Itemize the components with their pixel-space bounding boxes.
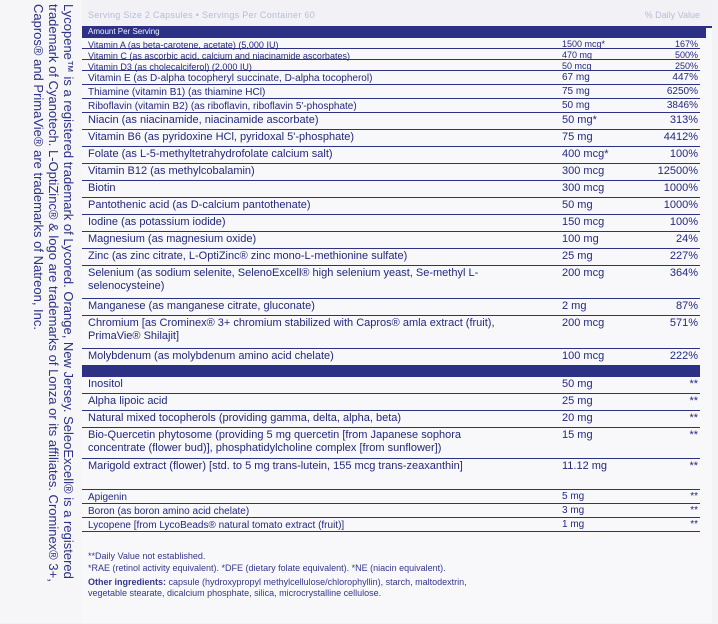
nutrient-daily-value: 12500% [657,165,698,177]
nutrient-row [82,377,700,394]
nutrient-daily-value: 222% [669,350,698,362]
nutrient-row [82,181,700,198]
nutrient-row [82,504,700,518]
nutrient-name: Iodine (as potassium iodide) [88,216,226,228]
nutrient-row [82,215,700,232]
nutrient-amount: 20 mg [562,412,593,424]
nutrient-daily-value: ** [689,395,698,407]
nutrient-row [82,99,700,113]
nutrient-row [82,60,700,71]
nutrient-daily-value: 1000% [663,182,698,194]
nutrient-name: Apigenin [88,492,127,503]
nutrient-name: Biotin [88,182,116,194]
nutrient-amount: 50 mg [562,378,593,390]
other-ingredients-label: Other ingredients: [88,577,167,587]
nutrient-amount: 67 mg [562,72,590,83]
nutrient-name: Vitamin B12 (as methylcobalamin) [88,165,255,177]
nutrient-name: Boron (as boron amino acid chelate) [88,506,250,517]
nutrient-daily-value: ** [690,491,698,502]
nutrient-row [82,316,700,349]
nutrient-daily-value: ** [689,378,698,390]
nutrient-daily-value: ** [689,429,698,441]
nutrient-amount: 100 mcg [562,350,605,362]
nutrient-amount: 200 mcg [562,267,605,279]
nutrient-row [82,164,700,181]
serving-line: Serving Size 2 Capsules • Servings Per Container 60 [88,10,316,20]
nutrient-amount: 50 mcg [562,61,592,71]
nutrient-name: Natural mixed tocopherols (providing gamma, delta, alpha, beta) [88,412,402,424]
nutrient-row [82,232,700,249]
nutrient-amount: 150 mcg [562,216,605,228]
nutrient-amount: 25 mg [562,250,593,262]
nutrient-amount: 300 mcg [562,182,605,194]
nutrient-row [82,147,700,164]
nutrient-amount: 11.12 mg [562,460,608,472]
nutrient-row [82,198,700,215]
nutrient-name: Inositol [88,378,123,390]
nutrient-amount: 15 mg [562,429,593,441]
nutrient-name: Pantothenic acid (as D-calcium pantothenate) [88,199,311,211]
nutrient-name: Zinc (as zinc citrate, L-OptiZinc® zinc mono-L-methionine sulfate) [88,250,408,262]
nutrient-daily-value: ** [689,460,698,472]
nutrient-row [82,266,700,299]
nutrient-name: Vitamin E (as D-alpha tocopheryl succinate, D-alpha tocopherol) [88,73,373,84]
nutrient-amount: 50 mg [562,100,590,111]
nutrient-daily-value: ** [690,505,698,516]
nutrient-daily-value: 500% [674,50,698,60]
footnote-dv: **Daily Value not established. [88,551,206,561]
trademark-text: Lycopene™ is a registered trademark of Lycored. Orange, New Jersey. SeleoExcell® is a registered trademark of Cyanotech. L-OptiZinc® & logo are trademarks of Lonza or its affiliates. Crominex® 3+, Capros® and PrimaVie® are trademarks of Natreon, Inc. [31,4,76,586]
nutrient-row [82,428,700,459]
nutrient-row [82,113,700,130]
nutrient-name: Marigold extract (flower) [std. to 5 mg trans-lutein, 155 mcg trans-zeaxanthin] [88,460,463,472]
nutrient-name: Molybdenum (as molybdenum amino acid chelate) [88,350,334,362]
nutrient-row [82,71,700,85]
nutrient-row [82,299,700,316]
nutrient-name: Bio-Quercetin phytosome (providing 5 mg quercetin [from Japanese sophora concentrate (flower bud)], phosphatidylcholine complex [from sunflower]) [88,429,461,454]
nutrient-daily-value: 87% [675,300,698,312]
nutrient-daily-value: 3846% [666,100,698,111]
nutrient-daily-value: 227% [669,250,698,262]
facts-footer [82,537,700,623]
nutrient-row [82,249,700,266]
nutrient-amount: 25 mg [562,395,593,407]
nutrient-daily-value: 447% [672,72,698,83]
nutrient-name: Vitamin D3 (as cholecalciferol) (2,000 IU) [88,62,252,72]
nutrient-rows [82,38,700,532]
nutrient-daily-value: 100% [669,148,698,160]
other-ingredients-cont: vegetable stearate, dicalcium phosphate, silica, microcrystalline cellulose. [88,588,382,598]
nutrient-row [82,411,700,428]
nutrient-name: Vitamin C (as ascorbic acid, calcium and niacinamide ascorbates) [88,51,350,61]
nutrient-daily-value: ** [689,412,698,424]
nutrient-name: Vitamin B6 (as pyridoxine HCl, pyridoxal 5'-phosphate) [88,131,355,143]
nutrient-amount: 470 mg [562,50,593,60]
nutrient-row [82,518,700,532]
side-trademark-panel [0,0,82,623]
nutrient-daily-value: 4412% [663,131,698,143]
facts-header [82,0,712,28]
nutrient-amount: 100 mg [562,233,599,245]
other-ingredients-text: capsule (hydroxypropyl methylcellulose/chlorophyllin), starch, maltodextrin, [166,577,467,587]
nutrient-amount: 1500 mcg* [562,39,606,49]
nutrient-daily-value: 24% [675,233,698,245]
nutrient-name: Lycopene [from LycoBeads® natural tomato extract (fruit)] [88,520,345,531]
other-ingredients [88,577,467,587]
supplement-facts-panel [82,0,712,623]
nutrient-daily-value: 571% [669,317,698,329]
nutrient-amount: 50 mg [562,199,593,211]
nutrient-amount: 300 mcg [562,165,605,177]
nutrient-daily-value: 250% [674,61,698,71]
nutrient-daily-value: ** [690,519,698,530]
nutrient-row [82,38,700,49]
nutrient-amount: 75 mg [562,131,593,143]
nutrient-daily-value: 6250% [666,86,698,97]
nutrient-daily-value: 313% [669,114,698,126]
daily-value-heading: % Daily Value [644,10,700,20]
nutrient-daily-value: 100% [669,216,698,228]
nutrient-amount: 200 mcg [562,317,605,329]
nutrient-row [82,394,700,411]
nutrient-amount: 2 mg [562,300,587,312]
nutrient-row [82,490,700,504]
nutrient-row [82,85,700,99]
nutrient-daily-value: 167% [674,39,698,49]
nutrient-name: Vitamin A (as beta-carotene, acetate) (5,000 IU) [88,40,279,50]
nutrient-row [82,49,700,60]
nutrient-amount: 50 mg* [562,114,597,126]
nutrient-name: Niacin (as niacinamide, niacinamide ascorbate) [88,114,319,126]
footnote-equivalents: *RAE (retinol activity equivalent). *DFE (dietary folate equivalent). *NE (niacin equivalent). [88,563,446,573]
nutrient-name: Chromium [as Crominex® 3+ chromium stabilized with Capros® amla extract (fruit), PrimaVie® Shilajit] [88,317,495,342]
nutrient-amount: 400 mcg* [562,148,609,160]
amount-per-serving-bar: Amount Per Serving [82,26,706,38]
nutrient-row [82,130,700,147]
nutrient-name: Selenium (as sodium selenite, SelenoExcell® high selenium yeast, Se-methyl L-selenocysteine) [88,267,479,292]
nutrient-name: Alpha lipoic acid [88,395,168,407]
nutrient-name: Manganese (as manganese citrate, gluconate) [88,300,315,312]
nutrient-daily-value: 364% [669,267,698,279]
nutrient-name: Riboflavin (vitamin B2) (as riboflavin, riboflavin 5'-phosphate) [88,101,357,112]
nutrient-amount: 3 mg [562,505,585,516]
section-divider [82,366,700,377]
nutrient-name: Thiamine (vitamin B1) (as thiamine HCl) [88,87,266,98]
nutrient-name: Folate (as L-5-methyltetrahydrofolate calcium salt) [88,148,333,160]
nutrient-name: Magnesium (as magnesium oxide) [88,233,257,245]
nutrient-amount: 1 mg [562,519,585,530]
nutrient-row [82,349,700,366]
nutrient-amount: 75 mg [562,86,590,97]
nutrient-daily-value: 1000% [663,199,698,211]
nutrient-row [82,459,700,490]
nutrient-amount: 5 mg [562,491,585,502]
